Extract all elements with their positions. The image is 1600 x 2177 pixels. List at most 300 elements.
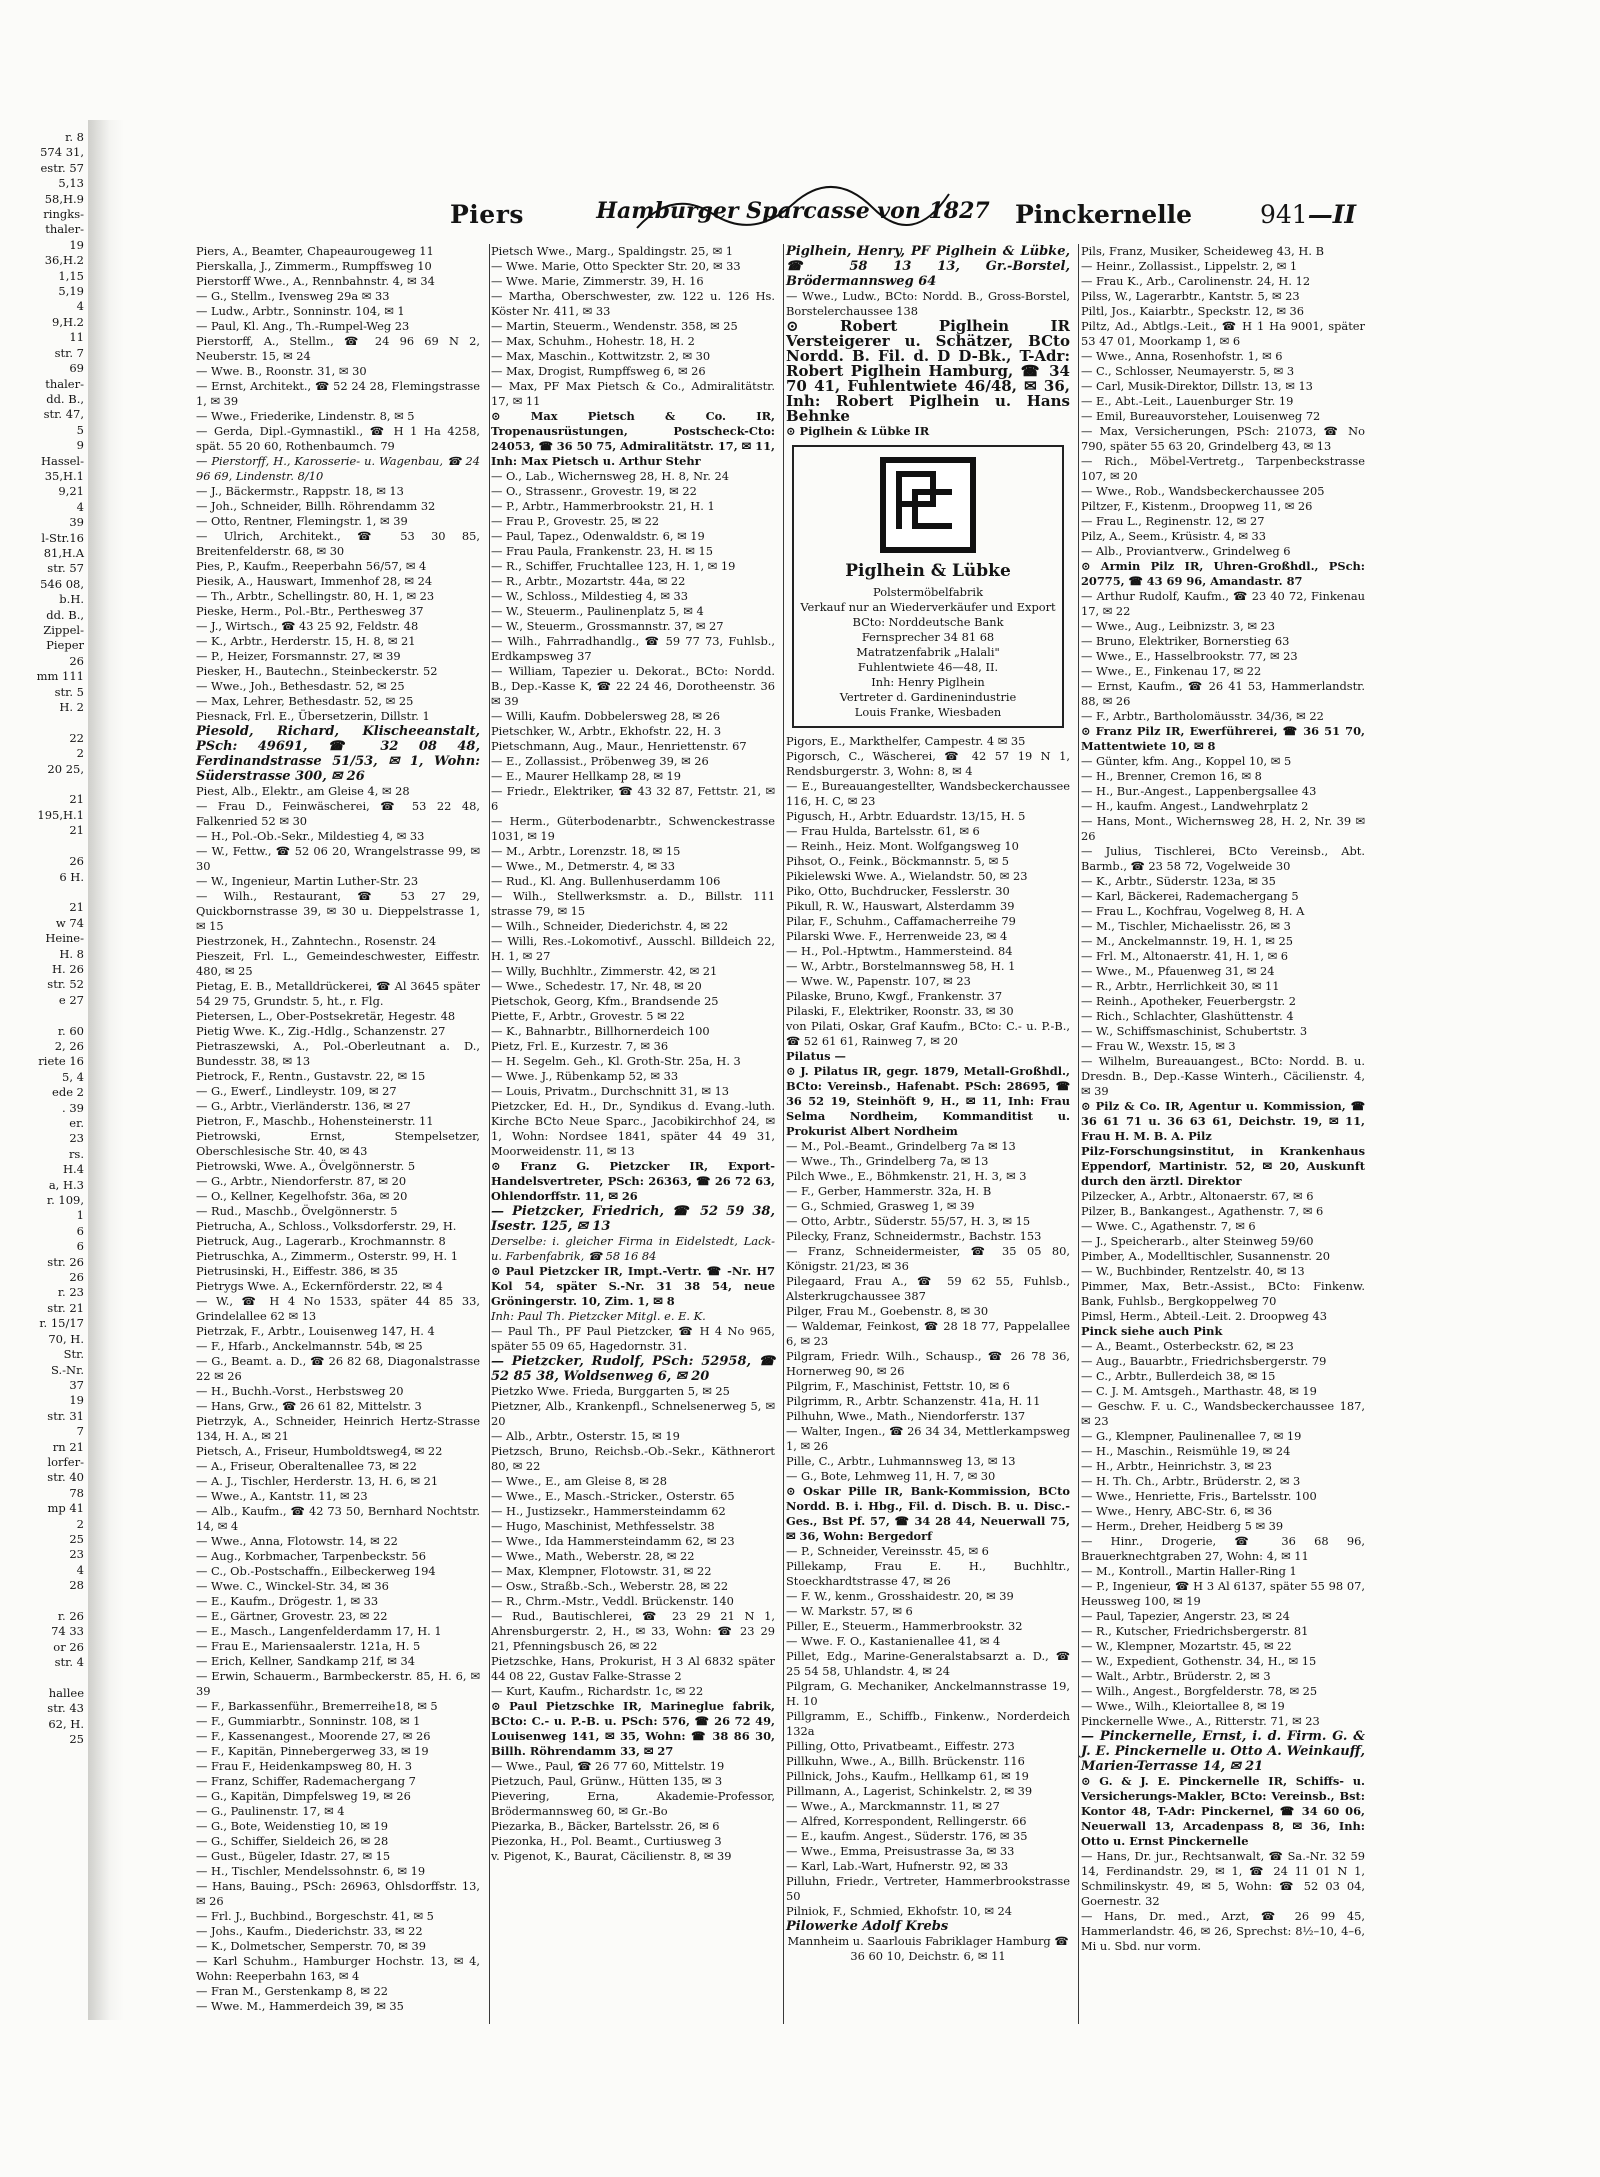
directory-entry: — Günter, kfm. Ang., Koppel 10, ✉ 5 — [1081, 754, 1292, 768]
ad-line: Vertreter d. Gardinenindustrie — [839, 690, 1017, 704]
left-page-fragment: e 27 — [58, 992, 84, 1007]
directory-entry: Piers, A., Beamter, Chapeaurougeweg 11 — [196, 244, 434, 258]
directory-entry: Pikielewski Wwe. A., Wielandstr. 50, ✉ 23 — [786, 869, 1028, 883]
directory-entry: von Pilati, Oskar, Graf Kaufm., BCto: C.- u. P.-B., ☎ 52 61 61, Rainweg 7, ✉ 20 — [786, 1019, 1070, 1048]
left-page-fragment: 25 — [69, 1732, 84, 1747]
directory-entry: — Gust., Bügeler, Idastr. 27, ✉ 15 — [196, 1849, 391, 1863]
left-page-fragment: dd. B., — [46, 607, 84, 622]
directory-entry: — Wwe. M., Hammerdeich 39, ✉ 35 — [196, 1999, 404, 2013]
directory-entry: — W., Fettw., ☎ 52 06 20, Wrangelstrasse 99, ✉ 30 — [196, 844, 480, 873]
directory-entry: — W., ☎ H 4 No 1533, später 44 85 33, Grindelallee 62 ✉ 13 — [196, 1294, 480, 1323]
left-page-fragment: str. 43 — [47, 1701, 84, 1716]
directory-entry: — Frau D., Feinwäscherei, ☎ 53 22 48, Falkenried 52 ✉ 30 — [196, 799, 480, 828]
left-page-fragment: 5,19 — [58, 284, 84, 299]
directory-entry: — Wwe., Wilh., Kleiortallee 8, ✉ 19 — [1081, 1699, 1285, 1713]
directory-entry: — H., Maschin., Reismühle 19, ✉ 24 — [1081, 1444, 1291, 1458]
directory-entry: — F., Gerber, Hammerstr. 32a, H. B — [786, 1184, 992, 1198]
directory-entry: Inh: Paul Th. Pietzcker Mitgl. e. E. K. — [491, 1309, 706, 1323]
directory-entry: — W., Expedient, Gothenstr. 34, H., ✉ 15 — [1081, 1654, 1317, 1668]
left-page-fragment: r. 15/17 — [39, 1316, 84, 1331]
directory-entry: Pietrzyk, A., Schneider, Heinrich Hertz-Strasse 134, H. A., ✉ 21 — [196, 1414, 480, 1443]
directory-entry: — Wwe. F. O., Kastanienallee 41, ✉ 4 — [786, 1634, 1001, 1648]
directory-entry: — Otto, Arbtr., Süderstr. 55/57, H. 3, ✉ 15 — [786, 1214, 1031, 1228]
directory-entry: Pietschmann, Aug., Maur., Henriettenstr. 67 — [491, 739, 747, 753]
directory-entry: — Karl, Bäckerei, Rademachergang 5 — [1081, 889, 1299, 903]
directory-entry: Pilaske, Bruno, Kwgf., Frankenstr. 37 — [786, 989, 1003, 1003]
directory-entry: — W., Steuerm., Grossmannstr. 37, ✉ 27 — [491, 619, 724, 633]
directory-entry: — H., Brenner, Cremon 16, ✉ 8 — [1081, 769, 1262, 783]
directory-entry: Pieszeit, Frl. L., Gemeindeschwester, Eiffestr. 480, ✉ 25 — [196, 949, 480, 978]
directory-entry: Pimber, A., Modelltischler, Susannenstr. 20 — [1081, 1249, 1330, 1263]
left-page-fragment: str. 21 — [47, 1300, 84, 1315]
ad-line: BCto: Norddeutsche Bank — [852, 615, 1004, 629]
directory-entry: Pietrowski, Ernst, Stempelsetzer, Oberschlesische Str. 40, ✉ 43 — [196, 1129, 480, 1158]
directory-entry: — G., Ewerf., Lindleystr. 109, ✉ 27 — [196, 1084, 397, 1098]
directory-entry: — Wwe. J., Rübenkamp 52, ✉ 33 — [491, 1069, 679, 1083]
directory-entry: — Wwe., Schedestr. 17, Nr. 48, ✉ 20 — [491, 979, 702, 993]
directory-entry: — Frl. M., Altonaerstr. 41, H. 1, ✉ 6 — [1081, 949, 1289, 963]
left-page-fragment: 574 31, — [40, 145, 84, 160]
left-page-fragment: a, H.3 — [48, 1177, 84, 1192]
directory-entry: — Julius, Tischlerei, BCto Vereinsb., Abt. Barmb., ☎ 23 58 72, Vogelweide 30 — [1081, 844, 1365, 873]
directory-entry: — K., Arbtr., Süderstr. 123a, ✉ 35 — [1081, 874, 1276, 888]
left-page-fragment: 28 — [69, 1578, 84, 1593]
directory-entry: ⊙ Max Pietsch & Co. IR, Tropenausrüstungen, Postscheck-Cto: 24053, ☎ 36 50 75, Admiralitätstr. 17, ✉ 11, Inh: Max Pietsch u. Arthur Stehr — [491, 409, 775, 468]
directory-entry: — Martin, Steuerm., Wendenstr. 358, ✉ 25 — [491, 319, 738, 333]
directory-entry: — Ernst, Architekt., ☎ 52 24 28, Flemingstrasse 1, ✉ 39 — [196, 379, 480, 408]
directory-entry: Pillekamp, Frau E. H., Buchhltr., Stoeckhardtstrasse 47, ✉ 26 — [786, 1559, 1070, 1588]
directory-entry: — H. Segelm. Geh., Kl. Groth-Str. 25a, H. 3 — [491, 1054, 741, 1068]
directory-entry: — Alb., Kaufm., ☎ 42 73 50, Bernhard Nochtstr. 14, ✉ 4 — [196, 1504, 480, 1533]
directory-column-3 — [786, 244, 1070, 2024]
directory-entry: — Carl, Musik-Direktor, Dillstr. 13, ✉ 13 — [1081, 379, 1313, 393]
left-page-fragment: 26 — [69, 854, 84, 869]
left-page-fragment: r. 23 — [57, 1285, 84, 1300]
directory-entry: — E., Zollassist., Pröbenweg 39, ✉ 26 — [491, 754, 709, 768]
directory-entry: Pille, C., Arbtr., Luhmannsweg 13, ✉ 13 — [786, 1454, 1016, 1468]
ad-line: Polstermöbelfabrik — [873, 585, 983, 599]
column-divider — [783, 244, 784, 2024]
directory-entry: — Wwe., A., Marckmannstr. 11, ✉ 27 — [786, 1799, 1000, 1813]
directory-entry: — W., Arbtr., Borstelmannsweg 58, H. 1 — [786, 959, 1016, 973]
left-page-fragment: 78 — [69, 1485, 84, 1500]
directory-entry: — A. J., Tischler, Herderstr. 13, H. 6, ✉ 21 — [196, 1474, 439, 1488]
directory-entry: — Wwe., M., Pfauenweg 31, ✉ 24 — [1081, 964, 1275, 978]
ad-line: Matratzenfabrik „Halali" — [856, 645, 1000, 659]
left-page-fragment: H. 8 — [59, 946, 84, 961]
directory-entry: Pietrucha, A., Schloss., Volksdorferstr. 29, H. — [196, 1219, 457, 1233]
left-page-fragment: Pieper — [46, 638, 84, 653]
directory-entry: — H. Th. Ch., Arbtr., Brüderstr. 2, ✉ 3 — [1081, 1474, 1301, 1488]
left-page-fragment: 11 — [69, 330, 84, 345]
directory-entry: — E., Abt.-Leit., Lauenburger Str. 19 — [1081, 394, 1294, 408]
directory-entry: — Osw., Straßb.-Sch., Weberstr. 28, ✉ 22 — [491, 1579, 729, 1593]
ad-line: Verkauf nur an Wiederverkäufer und Export — [800, 600, 1056, 614]
directory-entry: Piller, E., Steuerm., Hammerbrookstr. 32 — [786, 1619, 1023, 1633]
directory-entry: ⊙ Franz Pilz IR, Ewerführerei, ☎ 36 51 70, Mattentwiete 10, ✉ 8 — [1081, 724, 1365, 753]
directory-entry: — Bruno, Elektriker, Bornerstieg 63 — [1081, 634, 1290, 648]
directory-entry: Pikull, R. W., Hauswart, Alsterdamm 39 — [786, 899, 1015, 913]
directory-entry: Pilz, A., Seem., Krüsistr. 4, ✉ 33 — [1081, 529, 1267, 543]
ad-line: Fuhlentwiete 46—48, II. — [857, 660, 999, 674]
directory-entry: — Hans, Dr. jur., Rechtsanwalt, ☎ Sa.-Nr. 32 59 14, Ferdinandstr. 29, ✉ 1, ☎ 24 11 01 N 1, Schmilinskystr. 49, ✉ 5, Wohn: ☎ 52 03 04, Goernestr. 32 — [1081, 1849, 1365, 1908]
left-page-fragment: . 39 — [62, 1100, 84, 1115]
directory-entry: — C., Ob.-Postschaffn., Eilbeckerweg 194 — [196, 1564, 436, 1578]
left-page-fragment: hallee — [48, 1686, 84, 1701]
header-first-name: Piers — [450, 200, 524, 229]
directory-entry: — Reinh., Apotheker, Feuerbergstr. 2 — [1081, 994, 1297, 1008]
left-page-fragment: dd. B., — [46, 391, 84, 406]
left-page-fragment: rn 21 — [52, 1439, 84, 1454]
directory-entry: — Rud., Bautischlerei, ☎ 23 29 21 N 1, Ahrensburgerstr. 2, H., ✉ 33, Wohn: ☎ 23 29 21, Pfenningsbusch 26, ✉ 22 — [491, 1609, 775, 1653]
directory-entry: Piltz, Ad., Abtlgs.-Leit., ☎ H 1 Ha 9001, später 53 47 01, Moorkamp 1, ✉ 6 — [1081, 319, 1365, 348]
directory-entry: — H., Pol.-Ob.-Sekr., Mildestieg 4, ✉ 33 — [196, 829, 425, 843]
directory-entry: — G., Bote, Lehmweg 11, H. 7, ✉ 30 — [786, 1469, 996, 1483]
book-spine — [88, 120, 124, 2020]
left-page-fragment: 81,H.A — [43, 545, 84, 560]
directory-entry: Piezonka, H., Pol. Beamt., Curtiusweg 3 — [491, 1834, 722, 1848]
directory-entry: Pillnick, Johs., Kaufm., Hellkamp 61, ✉ 19 — [786, 1769, 1029, 1783]
directory-entry: Pietrygs Wwe. A., Eckernförderstr. 22, ✉ 4 — [196, 1279, 443, 1293]
left-page-fragment: str. 7 — [54, 345, 84, 360]
directory-entry: — G., Klempner, Paulinenallee 7, ✉ 19 — [1081, 1429, 1302, 1443]
directory-entry: — Wwe., Ida Hammersteindamm 62, ✉ 23 — [491, 1534, 735, 1548]
left-page-fragment: 9,21 — [58, 484, 84, 499]
directory-entry: Pilniok, F., Schmied, Ekhofstr. 10, ✉ 24 — [786, 1904, 1013, 1918]
left-page-fragment: 2, 26 — [54, 1038, 84, 1053]
left-page-fragment — [0, 777, 88, 792]
directory-entry: — R., Schiffer, Fruchtallee 123, H. 1, ✉ 19 — [491, 559, 736, 573]
directory-entry: Pietsch Wwe., Marg., Spaldingstr. 25, ✉ 1 — [491, 244, 734, 258]
left-page-fragment: H.4 — [62, 1162, 84, 1177]
directory-entry: — G., Bote, Weidenstieg 10, ✉ 19 — [196, 1819, 388, 1833]
directory-entry: — Emil, Bureauvorsteher, Louisenweg 72 — [1081, 409, 1321, 423]
left-page-fragment: 2 — [76, 746, 84, 761]
directory-entry: — Geschw. F. u. C., Wandsbeckerchaussee 187, ✉ 23 — [1081, 1399, 1365, 1428]
directory-entry: — Walter, Ingen., ☎ 26 34 34, Mettlerkampsweg 1, ✉ 26 — [786, 1424, 1070, 1453]
directory-entry: ⊙ Robert Piglhein IR Versteigerer u. Schätzer, BCto Nordd. B. Fil. d. D D-Bk., T-Adr: Robert Piglhein Hamburg, ☎ 34 70 41, Fuhlentwiete 46/48, ✉ 36, Inh: Robert Piglhein u. Hans Behnke — [786, 317, 1070, 425]
directory-entry: — Joh., Schneider, Billh. Röhrendamm 32 — [196, 499, 436, 513]
left-page-fragment: 23 — [69, 1547, 84, 1562]
directory-entry: Pietzsch, Bruno, Reichsb.-Ob.-Sekr., Käthnerort 80, ✉ 22 — [491, 1444, 775, 1473]
left-page-fragment: r. 109, — [46, 1193, 84, 1208]
directory-entry: Piglhein, Henry, PF Piglhein & Lübke, ☎ 58 13 13, Gr.-Borstel, Brödermannsweg 64 — [786, 244, 1070, 289]
directory-entry: ⊙ Piglhein & Lübke IR — [786, 424, 930, 438]
directory-entry: — Paul, Tapezier, Angerstr. 23, ✉ 24 — [1081, 1609, 1290, 1623]
directory-entry: — Erich, Kellner, Sandkamp 21f, ✉ 34 — [196, 1654, 415, 1668]
directory-entry: — A., Beamt., Osterbeckstr. 62, ✉ 23 — [1081, 1339, 1294, 1353]
directory-entry: — Hans, Bauing., PSch: 26963, Ohlsdorffstr. 13, ✉ 26 — [196, 1879, 480, 1908]
directory-entry: — M., Tischler, Michaelisstr. 26, ✉ 3 — [1081, 919, 1291, 933]
left-page-fragment: 22 — [69, 730, 84, 745]
directory-column-1 — [196, 244, 480, 2024]
directory-entry: — G., Schmied, Grasweg 1, ✉ 39 — [786, 1199, 975, 1213]
directory-entry: — Wwe., M., Detmerstr. 4, ✉ 33 — [491, 859, 676, 873]
directory-entry: — Rich., Möbel-Vertretg., Tarpenbeckstrasse 107, ✉ 20 — [1081, 454, 1365, 483]
directory-entry: Piest, Alb., Elektr., am Gleise 4, ✉ 28 — [196, 784, 410, 798]
directory-entry: — Friedr., Elektriker, ☎ 43 32 87, Fettstr. 21, ✉ 6 — [491, 784, 775, 813]
directory-entry: Pilar, F., Schuhm., Caffamacherreihe 79 — [786, 914, 1016, 928]
directory-entry: — Wilh., Schneider, Diederichstr. 4, ✉ 22 — [491, 919, 729, 933]
directory-entry: — Karl, Lab.-Wart, Hufnerstr. 92, ✉ 33 — [786, 1859, 1009, 1873]
directory-entry: — Frau E., Mariensaalerstr. 121a, H. 5 — [196, 1639, 421, 1653]
directory-entry: Pietrzak, F., Arbtr., Louisenweg 147, H. 4 — [196, 1324, 435, 1338]
directory-entry: — Frau K., Arb., Carolinenstr. 24, H. 12 — [1081, 274, 1311, 288]
left-page-fragment: 6 H. — [59, 869, 84, 884]
directory-entry: Pierskalla, J., Zimmerm., Rumpffsweg 10 — [196, 259, 432, 273]
directory-entry: — Aug., Bauarbtr., Friedrichsbergerstr. 79 — [1081, 1354, 1327, 1368]
directory-entry: — Louis, Privatm., Durchschnitt 31, ✉ 13 — [491, 1084, 730, 1098]
directory-entry: — G., Kapitän, Dimpfelsweg 19, ✉ 26 — [196, 1789, 411, 1803]
directory-entry: Pieske, Herm., Pol.-Btr., Perthesweg 37 — [196, 604, 424, 618]
directory-entry: — Wwe., Anna, Flotowstr. 14, ✉ 22 — [196, 1534, 398, 1548]
directory-entry: Pilgram, Friedr. Wilh., Schausp., ☎ 26 78 36, Hornerweg 90, ✉ 26 — [786, 1349, 1070, 1378]
directory-entry: — O., Kellner, Kegelhofstr. 36a, ✉ 20 — [196, 1189, 408, 1203]
left-page-fragment: 25 — [69, 1531, 84, 1546]
directory-entry: — Max, Schuhm., Hohestr. 18, H. 2 — [491, 334, 695, 348]
directory-entry: — Frau P., Grovestr. 25, ✉ 22 — [491, 514, 660, 528]
directory-entry: ⊙ Franz G. Pietzcker IR, Export-Handelsvertreter, PSch: 26363, ☎ 26 72 63, Ohlendorffstr. 11, ✉ 26 — [491, 1159, 775, 1203]
left-page-fragment — [0, 1671, 88, 1686]
piglhein-monogram-icon — [880, 457, 976, 553]
directory-entry: — Rich., Schlachter, Glashüttenstr. 4 — [1081, 1009, 1294, 1023]
directory-entry: — Frau Paula, Frankenstr. 23, H. ✉ 15 — [491, 544, 713, 558]
directory-entry: Pimmer, Max, Betr.-Assist., BCto: Finkenw. Bank, Fuhlsb., Bergkoppelweg 70 — [1081, 1279, 1365, 1308]
advertisement-box — [792, 445, 1064, 728]
left-page-fragment: 1 — [76, 1208, 84, 1223]
directory-entry: — Wwe., Paul, ☎ 26 77 60, Mittelstr. 19 — [491, 1759, 725, 1773]
directory-entry: — Willy, Buchhltr., Zimmerstr. 42, ✉ 21 — [491, 964, 718, 978]
directory-entry: Pievering, Erna, Akademie-Professor, Brödermannsweg 60, ✉ Gr.-Bo — [491, 1789, 775, 1818]
directory-entry: Piezarka, B., Bäcker, Bartelsstr. 26, ✉ 6 — [491, 1819, 720, 1833]
directory-entry: — H., Arbtr., Heinrichstr. 3, ✉ 23 — [1081, 1459, 1272, 1473]
directory-entry: — P., Schneider, Vereinsstr. 45, ✉ 6 — [786, 1544, 989, 1558]
left-page-fragment: 9,H.2 — [52, 314, 84, 329]
directory-entry: — Wwe. Marie, Zimmerstr. 39, H. 16 — [491, 274, 704, 288]
directory-entry: — Kurt, Kaufm., Richardstr. 1c, ✉ 22 — [491, 1684, 704, 1698]
directory-entry: Pilaski, F., Elektriker, Roonstr. 33, ✉ 30 — [786, 1004, 1014, 1018]
directory-entry: — Wwe., Aug., Leibnizstr. 3, ✉ 23 — [1081, 619, 1276, 633]
directory-entry: — Reinh., Heiz. Mont. Wolfgangsweg 10 — [786, 839, 1019, 853]
directory-entry: — Wwe., Joh., Bethesdastr. 52, ✉ 25 — [196, 679, 405, 693]
left-page-fragment: 26 — [69, 1270, 84, 1285]
directory-entry: — Johs., Kaufm., Diederichstr. 33, ✉ 22 — [196, 1924, 423, 1938]
left-page-fragment: 1,15 — [58, 268, 84, 283]
left-page-fragment: lorfer- — [47, 1454, 84, 1469]
left-page-fragment: 5,13 — [58, 176, 84, 191]
directory-entry: Pietruck, Aug., Lagerarb., Krochmannstr. 8 — [196, 1234, 446, 1248]
left-page-fragment: Zippel- — [43, 623, 84, 637]
directory-entry: — Frau L., Kochfrau, Vogelweg 8, H. A — [1081, 904, 1305, 918]
directory-entry: Pierstorff Wwe., A., Rennbahnstr. 4, ✉ 34 — [196, 274, 435, 288]
directory-entry: — Wwe., E., am Gleise 8, ✉ 28 — [491, 1474, 667, 1488]
directory-entry: — Wwe., Anna, Rosenhofstr. 1, ✉ 6 — [1081, 349, 1283, 363]
directory-entry: — A., Friseur, Oberaltenallee 73, ✉ 22 — [196, 1459, 417, 1473]
directory-entry: Pietag, E. B., Metalldrückerei, ☎ Al 3645 später 54 29 75, Grundstr. 5, ht., r. Flg. — [196, 979, 480, 1008]
directory-entry: — K., Dolmetscher, Semperstr. 70, ✉ 39 — [196, 1939, 426, 1953]
directory-entry: — Max, Lehrer, Bethesdastr. 52, ✉ 25 — [196, 694, 414, 708]
directory-entry: Piltzer, F., Kistenm., Droopweg 11, ✉ 26 — [1081, 499, 1313, 513]
left-page-fragment: 2 — [76, 1516, 84, 1531]
directory-entry: — Max, PF Max Pietsch & Co., Admiralitätstr. 17, ✉ 11 — [491, 379, 775, 408]
directory-entry: Pilegaard, Frau A., ☎ 59 62 55, Fuhlsb., Alsterkrugchaussee 387 — [786, 1274, 1070, 1303]
directory-entry: — R., Kutscher, Friedrichsbergerstr. 81 — [1081, 1624, 1309, 1638]
directory-entry: — Otto, Rentner, Flemingstr. 1, ✉ 39 — [196, 514, 408, 528]
left-page-fragment: estr. 57 — [40, 160, 84, 175]
directory-entry: — Herm., Güterbodenarbtr., Schwenckestrasse 1031, ✉ 19 — [491, 814, 775, 843]
directory-entry: Pietschker, W., Arbtr., Ekhofstr. 22, H. 3 — [491, 724, 722, 738]
directory-entry: — Hans, Grw., ☎ 26 61 82, Mittelstr. 3 — [196, 1399, 422, 1413]
directory-entry: — W., Buchbinder, Rentzelstr. 40, ✉ 13 — [1081, 1264, 1305, 1278]
left-page-fragment: mm 111 — [36, 669, 84, 684]
directory-entry: — Wwe., Friederike, Lindenstr. 8, ✉ 5 — [196, 409, 415, 423]
directory-entry: Pilluhn, Friedr., Vertreter, Hammerbrookstrasse 50 — [786, 1874, 1070, 1903]
directory-entry: — J., Speicherarb., alter Steinweg 59/60 — [1081, 1234, 1314, 1248]
ad-company-name: Piglhein & Lübke — [845, 561, 1011, 581]
directory-entry: — Aug., Korbmacher, Tarpenbeckstr. 56 — [196, 1549, 426, 1563]
directory-entry: Pilgrimm, R., Arbtr. Schanzenstr. 41a, H. 11 — [786, 1394, 1041, 1408]
left-page-fragment: 5 — [76, 422, 84, 437]
page-header — [450, 184, 1450, 234]
directory-entry: — G., Arbtr., Niendorferstr. 87, ✉ 20 — [196, 1174, 407, 1188]
directory-entry: Pietzuch, Paul, Grünw., Hütten 135, ✉ 3 — [491, 1774, 723, 1788]
directory-entry: — K., Arbtr., Herderstr. 15, H. 8, ✉ 21 — [196, 634, 416, 648]
directory-entry: — Wilh., Angest., Borgfelderstr. 78, ✉ 25 — [1081, 1684, 1318, 1698]
left-page-fragment: 39 — [69, 515, 84, 530]
directory-entry: Pierstorff, A., Stellm., ☎ 24 96 69 N 2, Neuberstr. 15, ✉ 24 — [196, 334, 480, 363]
left-page-fragment: rs. — [68, 1146, 84, 1161]
directory-entry: — Martha, Oberschwester, zw. 122 u. 126 Hs. Köster Nr. 411, ✉ 33 — [491, 289, 775, 318]
left-page-fragment: str. 26 — [47, 1254, 84, 1269]
directory-entry: — Wwe., Henriette, Fris., Bartelsstr. 100 — [1081, 1489, 1317, 1503]
column-divider — [489, 244, 490, 2024]
directory-entry: — M., Pol.-Beamt., Grindelberg 7a ✉ 13 — [786, 1139, 1016, 1153]
directory-entry: — Frau Hulda, Bartelsstr. 61, ✉ 6 — [786, 824, 980, 838]
directory-entry: — Pietzcker, Rudolf, PSch: 52958, ☎ 52 85 38, Woldsenweg 6, ✉ 20 — [491, 1354, 775, 1384]
left-page-fragment: 546 08, — [40, 576, 84, 591]
directory-entry: Piesker, H., Bautechn., Steinbeckerstr. 52 — [196, 664, 438, 678]
directory-entry: — William, Tapezier u. Dekorat., BCto: Nordd. B., Dep.-Kasse K, ☎ 22 24 46, Dorotheenstr. 36 ✉ 39 — [491, 664, 775, 708]
directory-column-2 — [491, 244, 775, 2024]
left-page-fragment: 7 — [76, 1424, 84, 1439]
left-page-fragment: 6 — [76, 1223, 84, 1238]
directory-entry: Pillkuhn, Wwe., A., Billh. Brückenstr. 116 — [786, 1754, 1025, 1768]
directory-entry: Pihsot, O., Feink., Böckmannstr. 5, ✉ 5 — [786, 854, 1009, 868]
directory-entry: — Wilh., Stellwerksmstr. a. D., Billstr. 111 strasse 79, ✉ 15 — [491, 889, 775, 918]
directory-entry: ⊙ Paul Pietzschke IR, Marineglue fabrik, BCto: C.- u. P.-B. u. PSch: 576, ☎ 26 72 49, Louisenweg 141, ✉ 35, Wohn: ☎ 38 86 30, Billh. Röhrendamm 33, ✉ 27 — [491, 1699, 775, 1758]
directory-entry: Pilhuhn, Wwe., Math., Niendorferstr. 137 — [786, 1409, 1026, 1423]
directory-entry: — F., Barkassenführ., Bremerreihe18, ✉ 5 — [196, 1699, 438, 1713]
directory-entry: Piesold, Richard, Klischeeanstalt, PSch: 49691, ☎ 32 08 48, Ferdinandstrasse 51/53, ✉ 1, Wohn: Süderstrasse 300, ✉ 26 — [196, 724, 480, 784]
directory-entry: — J., Wirtsch., ☎ 43 25 92, Feldstr. 48 — [196, 619, 419, 633]
directory-entry: — C., Arbtr., Bullerdeich 38, ✉ 15 — [1081, 1369, 1276, 1383]
left-page-fragment: str. 5 — [54, 684, 84, 699]
directory-entry: — Wwe. C., Winckel-Str. 34, ✉ 36 — [196, 1579, 389, 1593]
left-page-fragment: r. 60 — [57, 1023, 84, 1038]
directory-entry: — Franz, Schneidermeister, ☎ 35 05 80, Königstr. 21/23, ✉ 36 — [786, 1244, 1070, 1273]
left-page-fragment: 19 — [69, 237, 84, 252]
directory-entry: — H., Pol.-Hptwtm., Hammersteind. 84 — [786, 944, 1013, 958]
directory-entry: Pigorsch, C., Wäscherei, ☎ 42 57 19 N 1, Rendsburgerstr. 3, Wohn: 8, ✉ 4 — [786, 749, 1070, 778]
directory-entry: — W., Klempner, Mozartstr. 45, ✉ 22 — [1081, 1639, 1292, 1653]
header-last-name: Pinckernelle — [1015, 200, 1193, 229]
directory-entry: — Wwe., A., Kantstr. 11, ✉ 23 — [196, 1489, 368, 1503]
directory-entry: — Paul, Tapez., Odenwaldstr. 6, ✉ 19 — [491, 529, 705, 543]
directory-entry: — F., Kassenangest., Moorende 27, ✉ 26 — [196, 1729, 431, 1743]
left-page-fragment: 6 — [76, 1239, 84, 1254]
directory-entry: — Wwe., Rob., Wandsbeckerchaussee 205 — [1081, 484, 1325, 498]
directory-entry: Piesnack, Frl. E., Übersetzerin, Dillstr. 1 — [196, 709, 430, 723]
directory-entry: — F. W., kenm., Grosshaidestr. 20, ✉ 39 — [786, 1589, 1014, 1603]
directory-entry: — R., Chrm.-Mstr., Veddl. Brückenstr. 140 — [491, 1594, 734, 1608]
directory-entry: — E., Maurer Hellkamp 28, ✉ 19 — [491, 769, 681, 783]
directory-entry: — Karl Schuhm., Hamburger Hochstr. 13, ✉ 4, Wohn: Reeperbahn 163, ✉ 4 — [196, 1954, 480, 1983]
directory-entry: Pietzko Wwe. Frieda, Burggarten 5, ✉ 25 — [491, 1384, 730, 1398]
directory-column-4 — [1081, 244, 1365, 2024]
directory-entry: — C., Schlosser, Neumayerstr. 5, ✉ 3 — [1081, 364, 1295, 378]
left-page-fragment: 4 — [76, 299, 84, 314]
directory-entry: — Hugo, Maschinist, Methfesselstr. 38 — [491, 1519, 715, 1533]
directory-entry: ⊙ Pilz & Co. IR, Agentur u. Kommission, ☎ 36 61 71 u. 36 63 61, Deichstr. 19, ✉ 11, Frau H. M. B. A. Pilz — [1081, 1099, 1365, 1143]
directory-entry: Pietzner, Alb., Krankenpfl., Schnelsenerweg 5, ✉ 20 — [491, 1399, 775, 1428]
directory-entry: Derselbe: i. gleicher Firma in Eidelstedt, Lack- u. Farbenfabrik, ☎ 58 16 84 — [491, 1234, 775, 1263]
directory-entry: — W., Schiffsmaschinist, Schubertstr. 3 — [1081, 1024, 1308, 1038]
left-page-fragment: ede 2 — [52, 1085, 84, 1100]
left-page-fragment: 58,H.9 — [44, 191, 84, 206]
directory-entry: Pietraszewski, A., Pol.-Oberleutnant a. D., Bundesstr. 38, ✉ 13 — [196, 1039, 480, 1068]
left-page-fragment: str. 40 — [47, 1470, 84, 1485]
directory-entry: — Paul, Kl. Ang., Th.-Rumpel-Weg 23 — [196, 319, 410, 333]
directory-entry: — Wilhelm, Bureauangest., BCto: Nordd. B. u. Dresdn. B., Dep.-Kasse Winterh., Cäcilienstr. 4, ✉ 39 — [1081, 1054, 1365, 1098]
directory-entry: Pimsl, Herm., Abteil.-Leit. 2. Droopweg 43 — [1081, 1309, 1327, 1323]
directory-entry: — Hans, Mont., Wichernsweg 28, H. 2, Nr. 39 ✉ 26 — [1081, 814, 1365, 843]
left-page-fragment: H. 26 — [52, 961, 84, 976]
directory-entry: — Frau W., Wexstr. 15, ✉ 3 — [1081, 1039, 1236, 1053]
directory-entry: — H., kaufm. Angest., Landwehrplatz 2 — [1081, 799, 1309, 813]
left-page-fragment: str. 52 — [47, 977, 84, 992]
left-page-fragment: str. 47, — [43, 407, 84, 422]
directory-entry: Pietersen, L., Ober-Postsekretär, Hegestr. 48 — [196, 1009, 456, 1023]
left-page-fragment: 4 — [76, 499, 84, 514]
directory-entry: — Frl. J., Buchbind., Borgeschstr. 41, ✉ 5 — [196, 1909, 434, 1923]
directory-entry: — Paul Th., PF Paul Pietzcker, ☎ H 4 No 965, später 55 09 65, Hagedornstr. 31. — [491, 1324, 775, 1353]
directory-entry: ⊙ G. & J. E. Pinckernelle IR, Schiffs- u. Versicherungs-Makler, BCto: Vereinsb., Bst: Kontor 48, T-Adr: Pinckernel, ☎ 34 60 06, Neuerwall 13, Arcadenpass 8, ✉ 36, Inh: Otto u. Ernst Pinckernelle — [1081, 1774, 1365, 1848]
left-page-fragment: or 26 — [53, 1639, 84, 1654]
directory-entry: ⊙ Armin Pilz IR, Uhren-Großhdl., PSch: 20775, ☎ 43 69 96, Amandastr. 87 — [1081, 559, 1365, 588]
left-page-fragment: 23 — [69, 1131, 84, 1146]
directory-entry: — Wwe., E., Hasselbrookstr. 77, ✉ 23 — [1081, 649, 1298, 663]
directory-entry: Pietrowski, Wwe. A., Övelgönnerstr. 5 — [196, 1159, 416, 1173]
directory-entry: Piette, F., Arbtr., Grovestr. 5 ✉ 22 — [491, 1009, 685, 1023]
directory-entry: — F., Arbtr., Bartholomäusstr. 34/36, ✉ 22 — [1081, 709, 1324, 723]
directory-entry: — Franz, Schiffer, Rademachergang 7 — [196, 1774, 416, 1788]
directory-entry: Pilecky, Franz, Schneidermstr., Bachstr. 153 — [786, 1229, 1042, 1243]
directory-entry: — G., Schiffer, Sieldeich 26, ✉ 28 — [196, 1834, 389, 1848]
directory-entry: — Wwe. Marie, Otto Speckter Str. 20, ✉ 33 — [491, 259, 741, 273]
directory-entry: — Hans, Dr. med., Arzt, ☎ 26 99 45, Hammerlandstr. 46, ✉ 26, Sprechst: 8½–10, 4–6, Mi u. Sbd. nur vorm. — [1081, 1909, 1365, 1953]
directory-entry: — Willi, Res.-Lokomotivf., Ausschl. Billdeich 22, H. 1, ✉ 27 — [491, 934, 775, 963]
directory-entry: — Hinr., Drogerie, ☎ 36 68 96, Brauerknechtgraben 27, Wohn: 4, ✉ 11 — [1081, 1534, 1365, 1563]
left-page-fragment: 69 — [69, 361, 84, 376]
sparcasse-logo-icon — [596, 184, 990, 232]
directory-entry: — Willi, Kaufm. Dobbelersweg 28, ✉ 26 — [491, 709, 721, 723]
directory-entry: Pilch Wwe., E., Böhmkenstr. 21, H. 3, ✉ 3 — [786, 1169, 1027, 1183]
directory-entry: Pietron, F., Maschb., Hohensteinerstr. 11 — [196, 1114, 434, 1128]
directory-entry: — Wwe., E., Finkenau 17, ✉ 22 — [1081, 664, 1262, 678]
directory-entry: ⊙ Paul Pietzcker IR, Impt.-Vertr. ☎ -Nr. H7 Kol 54, später S.-Nr. 31 38 54, neue Gröningerstr. 10, Zim. 1, ✉ 8 — [491, 1264, 775, 1308]
directory-entry: — Pinckernelle, Ernst, i. d. Firm. G. & J. E. Pinckernelle u. Otto A. Weinkauff, Marien-Terrasse 14, ✉ 21 — [1081, 1729, 1365, 1774]
directory-entry: Pilzer, B., Bankangest., Agathenstr. 7, ✉ 6 — [1081, 1204, 1324, 1218]
